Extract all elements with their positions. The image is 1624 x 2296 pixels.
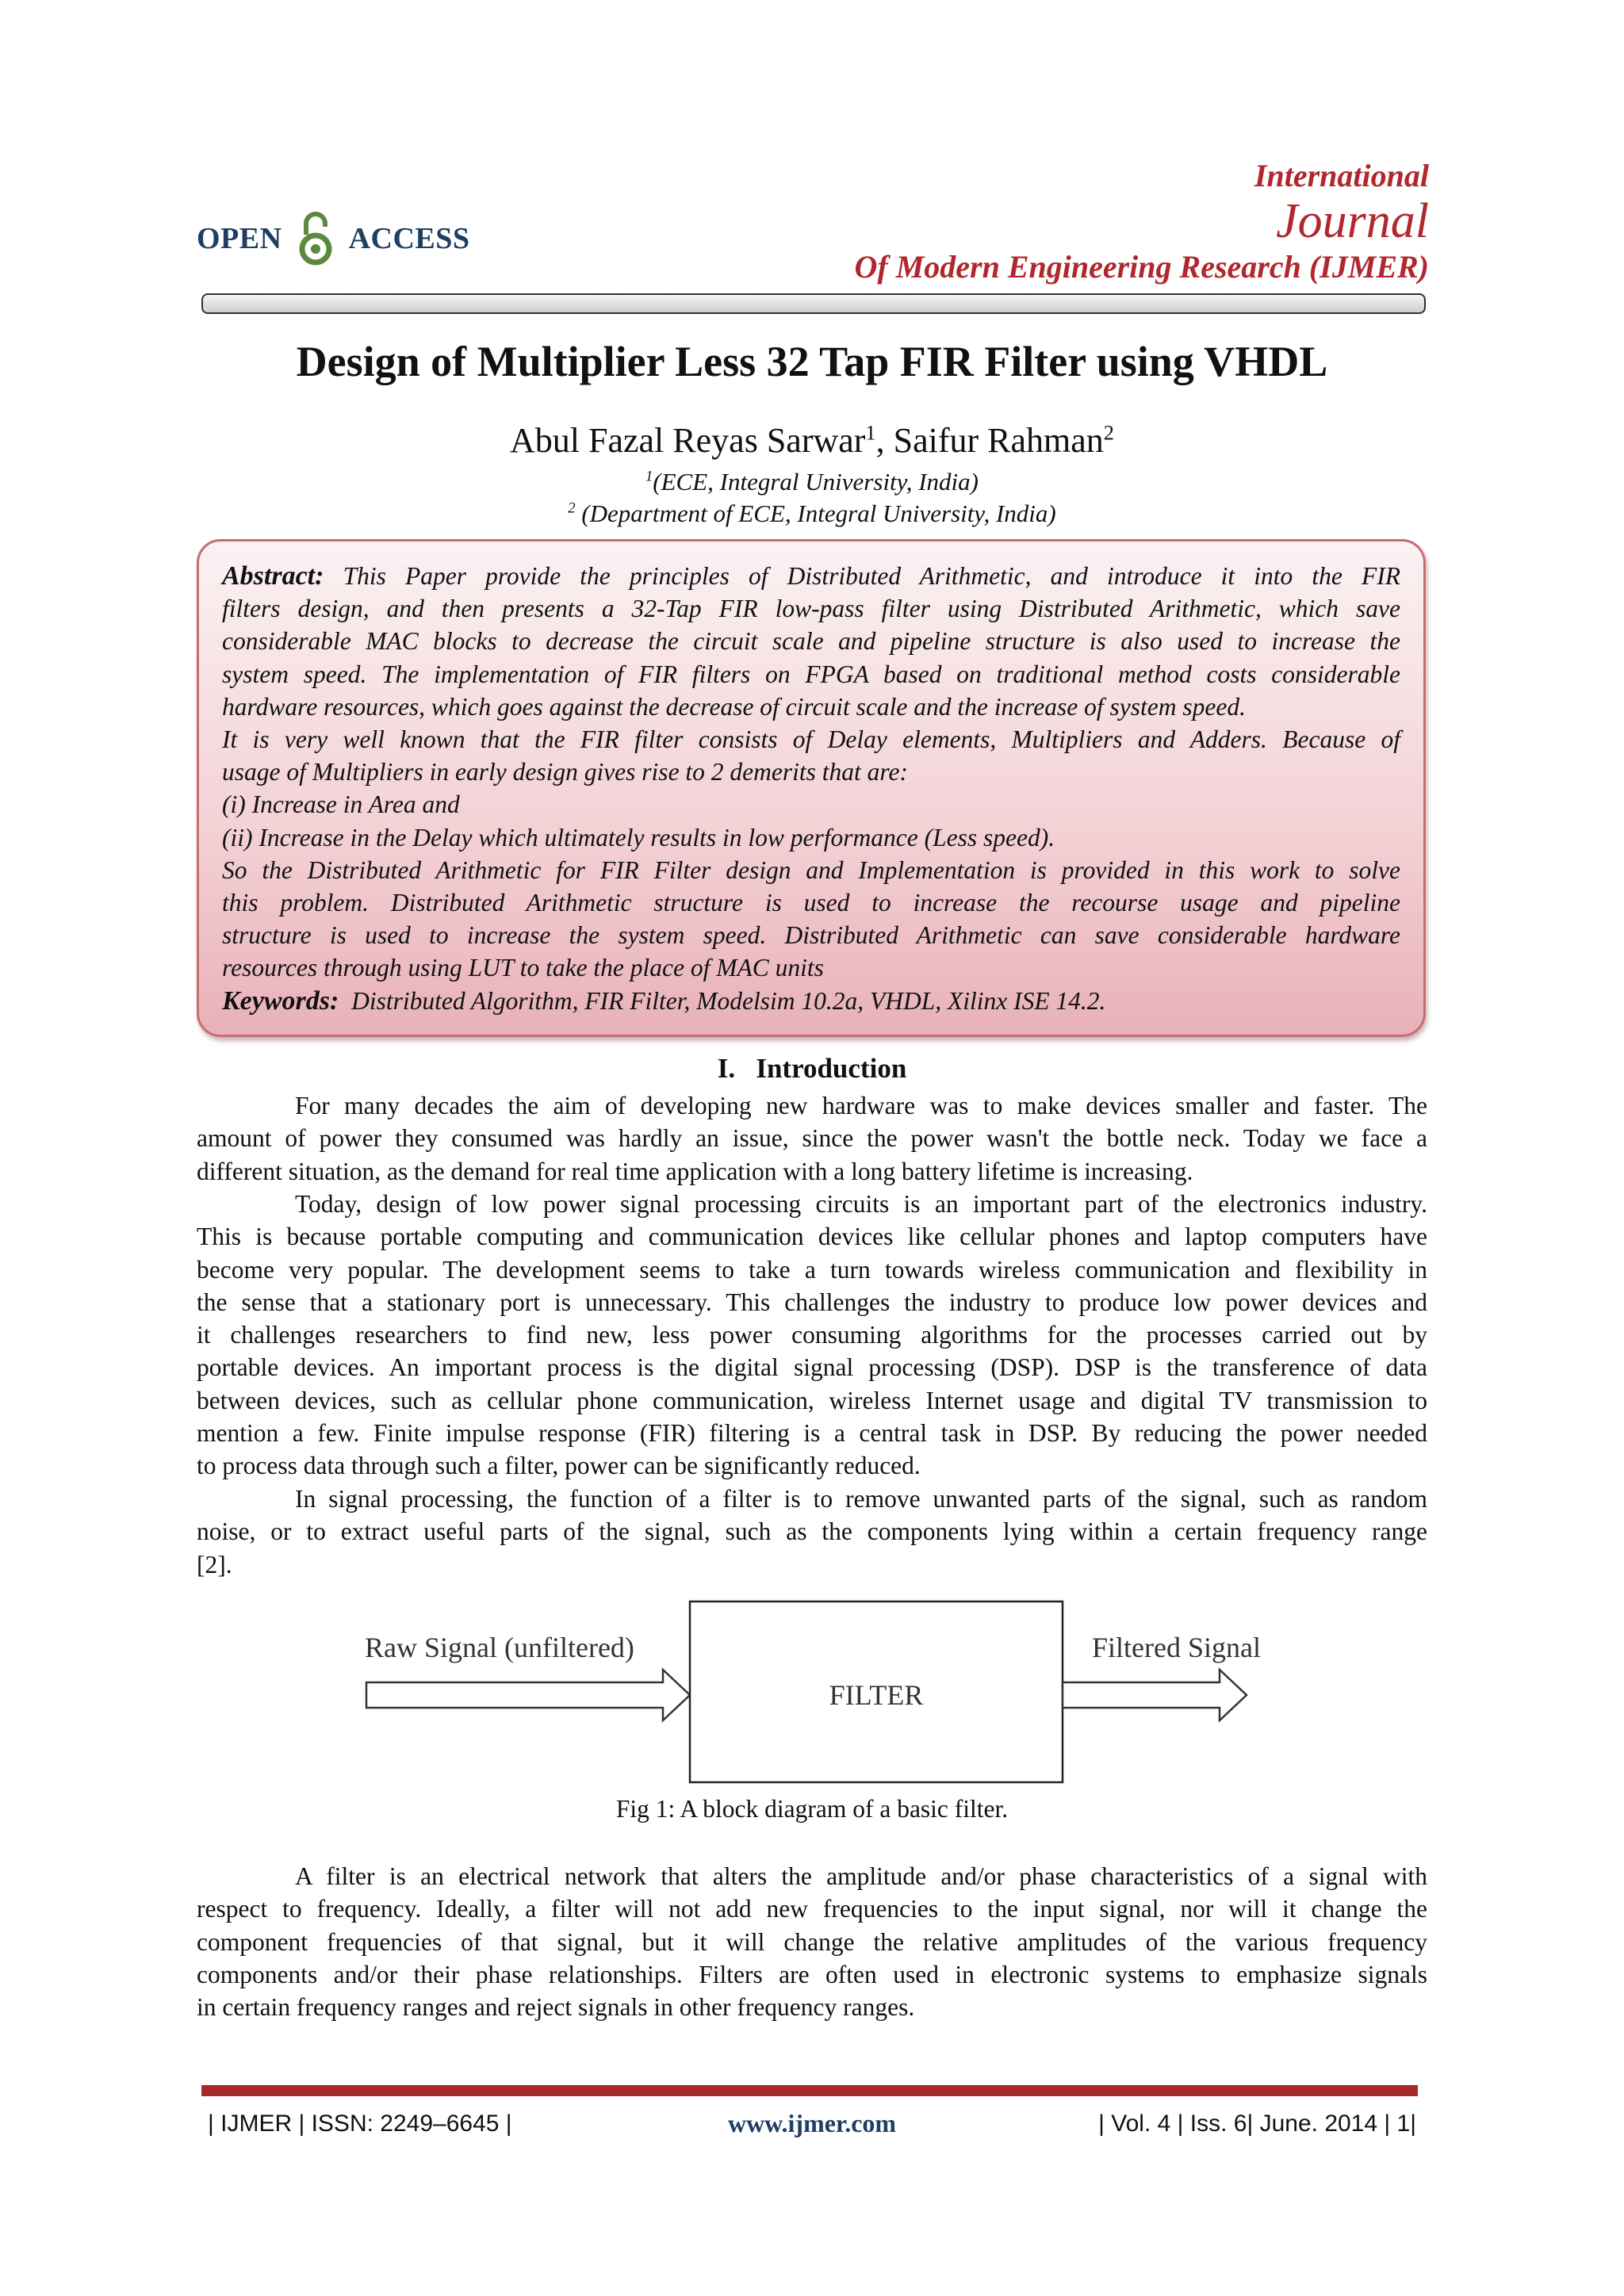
footer-website-link[interactable]: www.ijmer.com bbox=[727, 2109, 897, 2137]
paragraph-line: mention a few. Finite impulse response (FIR) filtering is a central task in DSP. By reducing the power needed bbox=[197, 1419, 1427, 1448]
paragraph-line: between devices, such as cellular phone communication, wireless Internet usage and digital TV transmission to bbox=[197, 1386, 1427, 1414]
keywords-label: Keywords: bbox=[222, 985, 339, 1016]
filter-diagram-svg bbox=[349, 1594, 1269, 1792]
output-arrow bbox=[1063, 1670, 1247, 1720]
author-2-sup: 2 bbox=[1103, 420, 1114, 445]
abstract-line: usage of Multipliers in early design gives rise to 2 demerits that are: bbox=[222, 758, 908, 786]
figure-caption: Fig 1: A block diagram of a basic filter. bbox=[615, 1795, 1009, 1823]
paragraph-3 bbox=[197, 1483, 1427, 1581]
abstract-line-text: This Paper provide the principles of Distributed Arithmetic, and introduce it into the FIR bbox=[343, 562, 1401, 590]
paragraph-line: This is because portable computing and communication devices like cellular phones and laptop computers have bbox=[197, 1223, 1427, 1251]
abstract-line: So the Distributed Arithmetic for FIR Filter design and Implementation is provided in this work to solve bbox=[222, 855, 1400, 884]
paragraph-line: respect to frequency. Ideally, a filter will not add new frequencies to the input signal, nor will it change the bbox=[197, 1895, 1427, 1923]
header-divider-bar bbox=[201, 293, 1426, 314]
paragraph-4 bbox=[197, 1860, 1427, 2023]
paragraph-line: the sense that a stationary port is unnecessary. This challenges the industry to produce low power devices and bbox=[197, 1288, 1427, 1316]
footer-volume-info: | Vol. 4 | Iss. 6| June. 2014 | 1| bbox=[1098, 2110, 1416, 2137]
paragraph-line: For many decades the aim of developing new hardware was to make devices smaller and faster. The bbox=[295, 1092, 1427, 1119]
abstract-line: system speed. The implementation of FIR filters on FPGA based on traditional method costs considerable bbox=[222, 660, 1400, 688]
filter-block-label: FILTER bbox=[829, 1679, 924, 1711]
open-text: OPEN bbox=[197, 222, 282, 255]
paragraph-line: [2]. bbox=[197, 1550, 232, 1578]
affiliation-1-text: (ECE, Integral University, India) bbox=[653, 468, 979, 496]
section-title-text: Introduction bbox=[756, 1053, 907, 1084]
affiliation-1-sup: 1 bbox=[645, 468, 653, 485]
affiliation-1 bbox=[0, 468, 1624, 496]
abstract-text bbox=[222, 560, 1400, 1017]
paragraph-line: to process data through such a filter, power can be significantly reduced. bbox=[197, 1452, 921, 1480]
abstract-line: resources through using LUT to take the place of MAC units bbox=[222, 954, 824, 982]
paragraph-line: noise, or to extract useful parts of the signal, such as the components lying within a certain frequency range bbox=[197, 1517, 1427, 1546]
input-arrow bbox=[366, 1670, 690, 1720]
paragraph-line: portable devices. An important process is the digital signal processing (DSP). DSP is the transference of data bbox=[197, 1353, 1427, 1382]
open-access-lock-icon bbox=[298, 208, 333, 270]
abstract-line: filters design, and then presents a 32-Tap FIR low-pass filter using Distributed Arithmetic, which save bbox=[222, 595, 1400, 623]
affiliation-2-sup: 2 bbox=[568, 499, 576, 517]
filter-block-diagram bbox=[349, 1594, 1269, 1792]
paragraph-line: components and/or their phase relationships. Filters are often used in electronic systems to emphasize signals bbox=[197, 1960, 1427, 1988]
abstract-line: It is very well known that the FIR filter consists of Delay elements, Multipliers and Adders. Because of bbox=[222, 725, 1400, 754]
journal-line-international: International bbox=[1254, 158, 1429, 193]
section-heading bbox=[0, 1053, 1624, 1085]
author-1: Abul Fazal Reyas Sarwar bbox=[510, 421, 866, 460]
abstract-line: considerable MAC blocks to decrease the circuit scale and pipeline structure is also used to increase the bbox=[222, 627, 1400, 656]
authors bbox=[0, 420, 1624, 461]
affiliation-2-text: (Department of ECE, Integral University, India) bbox=[575, 499, 1056, 527]
journal-line-name: Of Modern Engineering Research (IJMER) bbox=[854, 249, 1429, 285]
access-text: ACCESS bbox=[348, 222, 470, 255]
paragraph-line: amount of power they consumed was hardly an issue, since the power wasn't the bottle neck. Today we face a bbox=[197, 1124, 1427, 1153]
author-1-sup: 1 bbox=[865, 420, 876, 445]
abstract-line: (ii) Increase in the Delay which ultimately results in low performance (Less speed). bbox=[222, 823, 1055, 851]
footer-divider-bar bbox=[201, 2085, 1418, 2096]
input-signal-label: Raw Signal (unfiltered) bbox=[365, 1632, 634, 1663]
paragraph-line: it challenges researchers to find new, less power consuming algorithms for the processes carried out by bbox=[197, 1321, 1427, 1349]
author-separator: , bbox=[875, 421, 894, 460]
footer-issn: | IJMER | ISSN: 2249–6645 | bbox=[208, 2110, 512, 2137]
paragraph-line: A filter is an electrical network that alters the amplitude and/or phase characteristics of a signal with bbox=[295, 1862, 1427, 1890]
paragraph-1 bbox=[197, 1089, 1427, 1188]
section-number: I. bbox=[717, 1053, 736, 1084]
abstract-line: structure is used to increase the system speed. Distributed Arithmetic can save considerable hardware bbox=[222, 921, 1400, 950]
abstract-line: hardware resources, which goes against the decrease of circuit scale and the increase of system speed. bbox=[222, 692, 1246, 721]
output-signal-label: Filtered Signal bbox=[1092, 1632, 1261, 1663]
paragraph-line: Today, design of low power signal processing circuits is an important part of the electronics industry. bbox=[295, 1190, 1427, 1218]
keywords-line bbox=[222, 985, 1400, 1017]
paper-title: Design of Multiplier Less 32 Tap FIR Filter using VHDL bbox=[296, 338, 1328, 385]
abstract-line: this problem. Distributed Arithmetic structure is used to increase the recourse usage and pipeline bbox=[222, 889, 1400, 917]
abstract-line: (i) Increase in Area and bbox=[222, 790, 460, 819]
journal-line-journal: Journal bbox=[1276, 194, 1429, 248]
open-access-logo bbox=[197, 208, 470, 270]
paragraph-line: different situation, as the demand for real time application with a long battery lifetime is increasing. bbox=[197, 1157, 1193, 1185]
journal-masthead bbox=[854, 157, 1429, 287]
paragraph-line: become very popular. The development seems to take a turn towards wireless communication and flexibility in bbox=[197, 1255, 1427, 1284]
affiliation-2 bbox=[0, 499, 1624, 528]
paragraph-line: in certain frequency ranges and reject signals in other frequency ranges. bbox=[197, 1993, 915, 2022]
paragraph-line: In signal processing, the function of a filter is to remove unwanted parts of the signal, such as random bbox=[295, 1485, 1427, 1513]
paragraph-line: component frequencies of that signal, but it will change the relative amplitudes of the various frequency bbox=[197, 1927, 1427, 1956]
author-2: Saifur Rahman bbox=[893, 421, 1104, 460]
paragraph-2 bbox=[197, 1188, 1427, 1483]
keywords-text: Distributed Algorithm, FIR Filter, Modelsim 10.2a, VHDL, Xilinx ISE 14.2. bbox=[351, 986, 1106, 1015]
abstract-label: Abstract: bbox=[222, 561, 324, 591]
abstract-line bbox=[222, 560, 1400, 592]
